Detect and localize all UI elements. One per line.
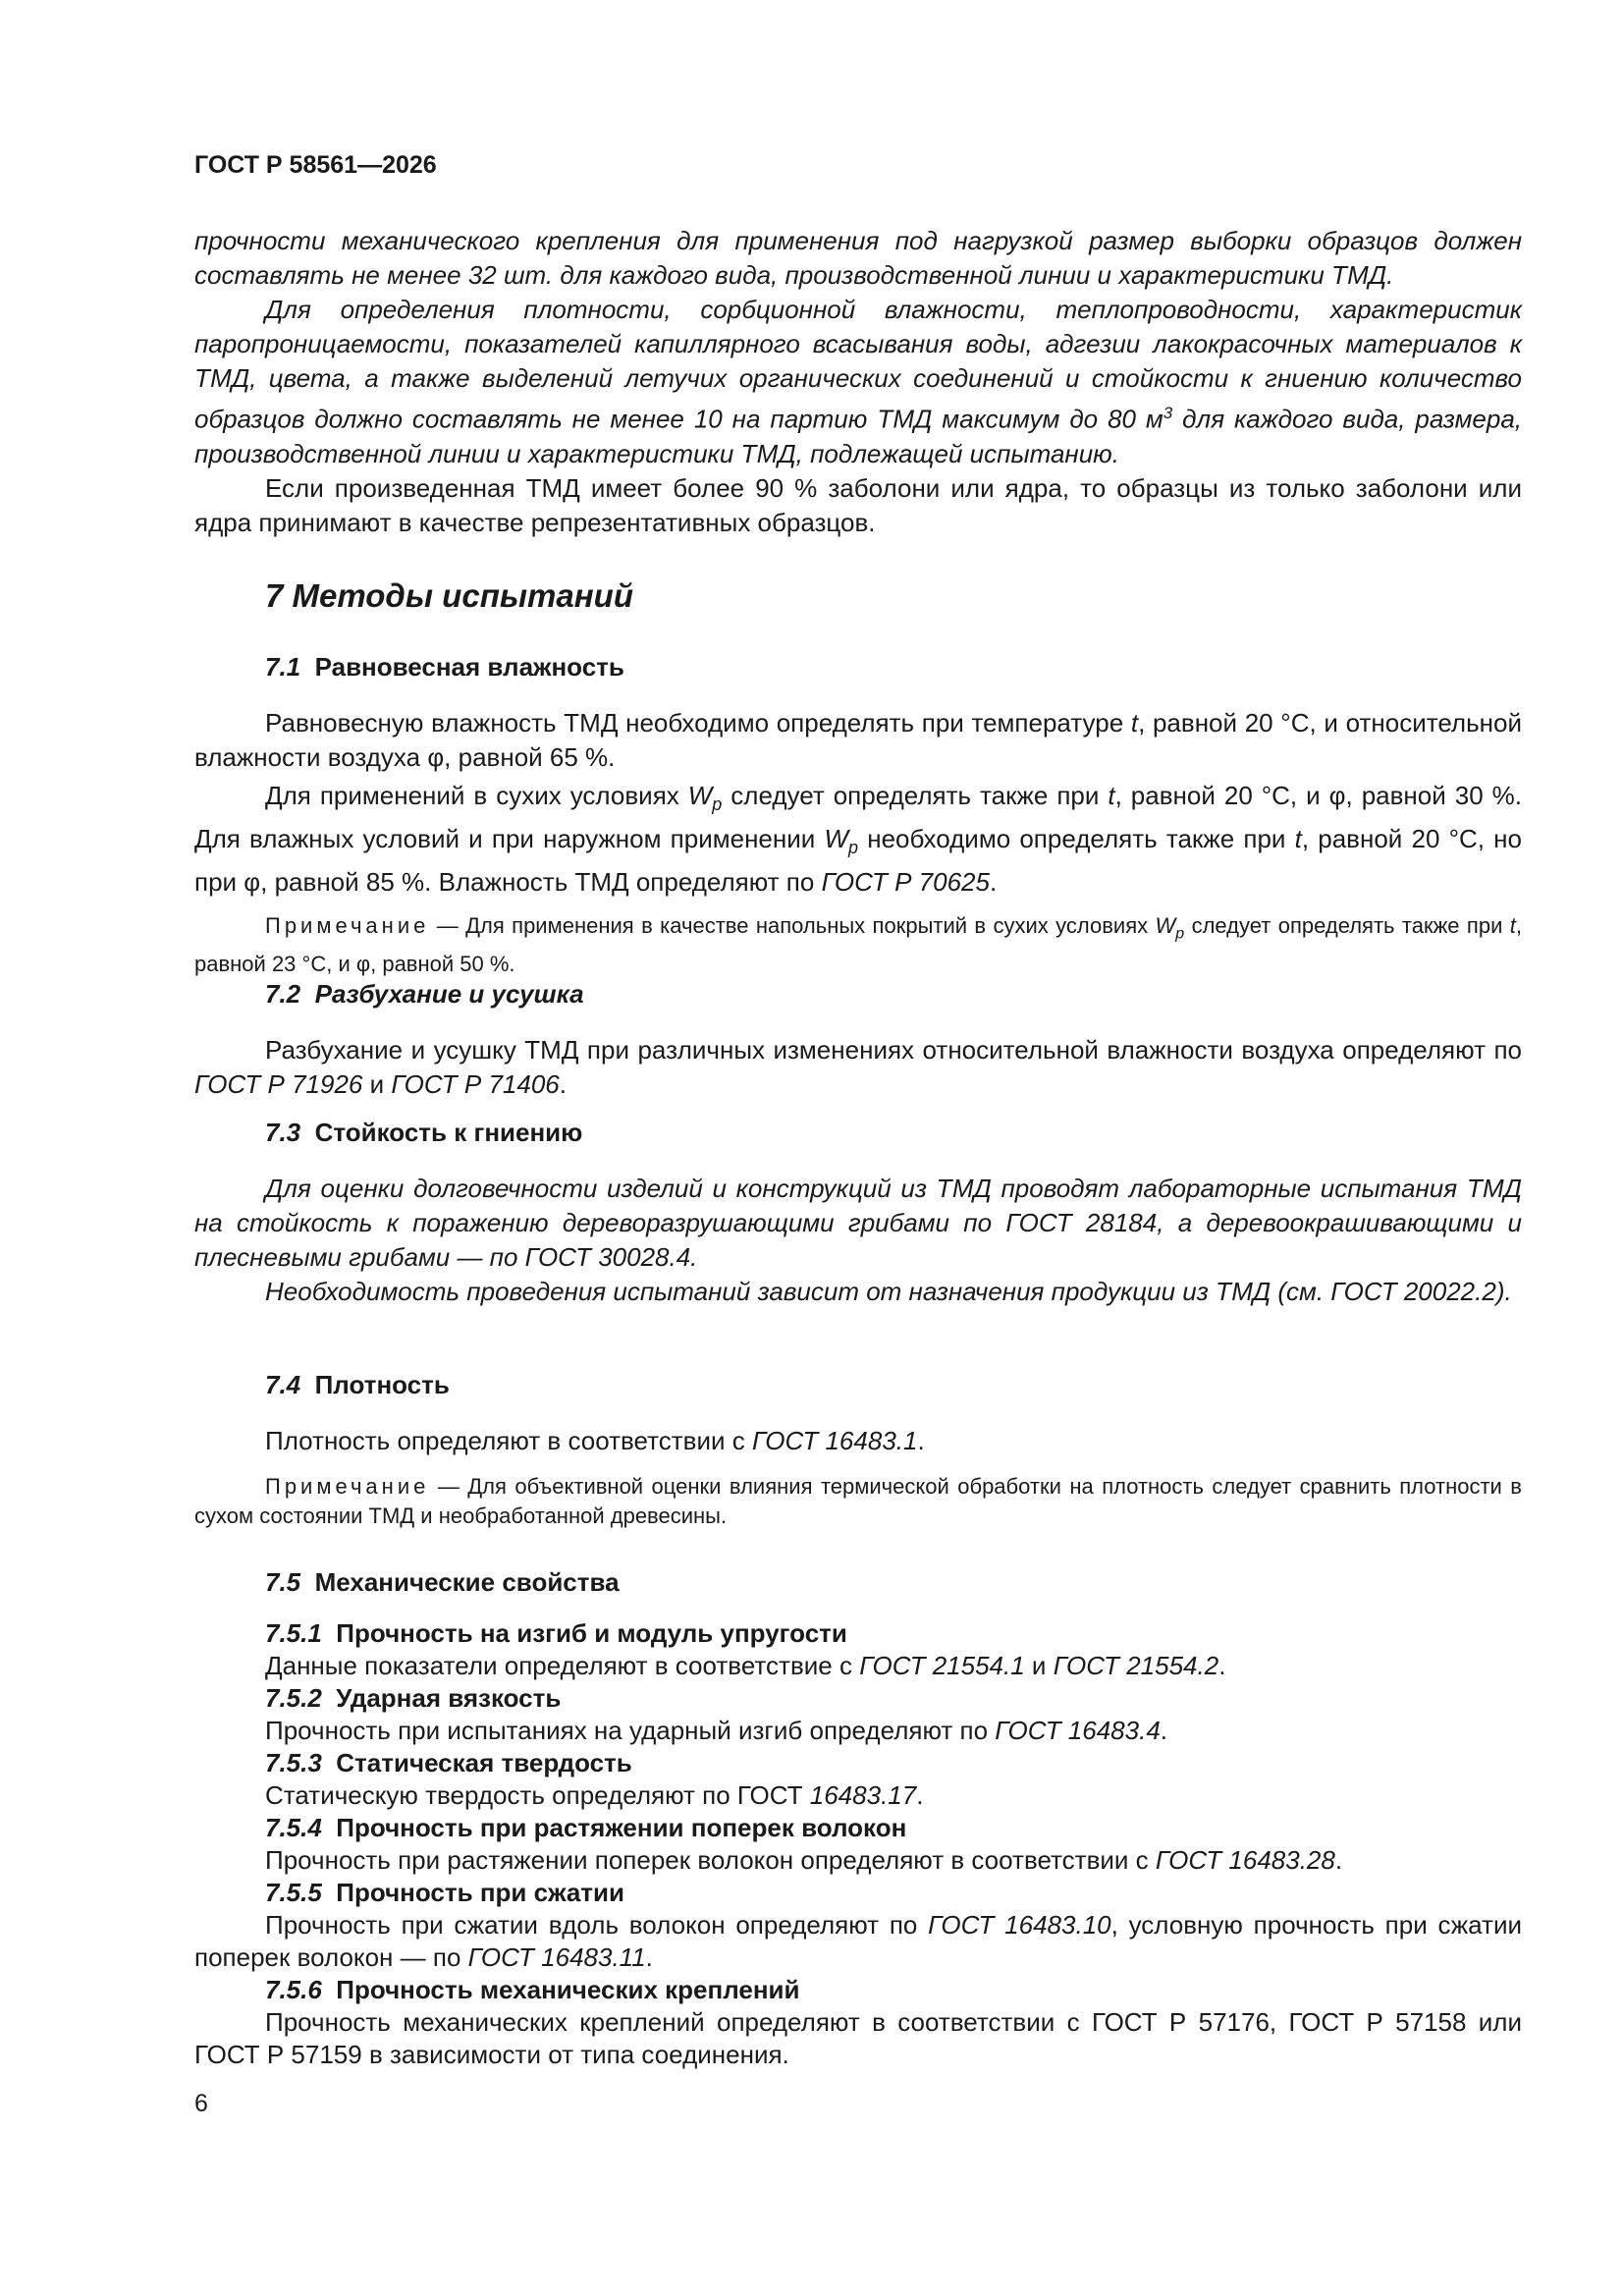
item-heading: 7.5.4 Прочность при растяжении поперек волокон — [265, 1813, 907, 1842]
paragraph: Плотность определяют в соответствии с ГОСТ 16483.1. — [265, 1426, 925, 1455]
subsection-heading: 7.4 Плотность — [265, 1370, 450, 1399]
item-text: Данные показатели определяют в соответствие с ГОСТ 21554.1 и ГОСТ 21554.2. — [265, 1651, 1226, 1680]
note: Примечание — Для применения в качестве напольных покрытий в сухих условиях $W_p$ следует определять также при t, равной 23 °С, и φ, равной 50 %. — [194, 913, 1523, 976]
item-heading: 7.5.2 Ударная вязкость — [265, 1683, 562, 1713]
paragraph: Для применений в сухих условиях $W_p$ следует определять также при t, равной 20 °С, и φ, равной 30 %. Для влажных условий и при наружном применении $W_p$ необходимо определять также при t, равной 20 °С, но при φ, равной 85 %. Влажность ТМД определяют по ГОСТ Р 70625. — [194, 781, 1522, 898]
intro-paragraph-3: Если произведенная ТМД имеет более 90 % заболони или ядра, то образцы из только заболони или ядра принимают в качестве репрезентативных образцов. — [194, 472, 1522, 537]
section-7 — [194, 577, 1522, 615]
item-text: Прочность при испытаниях на ударный изгиб определяют по ГОСТ 16483.4. — [265, 1716, 1168, 1745]
subsection-heading: 7.2 Разбухание и усушка — [265, 979, 584, 1009]
item-text: Статическую твердость определяют по ГОСТ 16483.17. — [265, 1780, 924, 1810]
subsection-heading: 7.1 Равновесная влажность — [265, 652, 624, 682]
paragraph: Равновесную влажность ТМД необходимо определять при температуре t, равной 20 °С, и относительной влажности воздуха φ, равной 65 %. — [194, 708, 1522, 772]
item-heading: 7.5.5 Прочность при сжатии — [265, 1878, 624, 1907]
page-number: 6 — [194, 2090, 208, 2117]
intro-block — [194, 224, 1522, 540]
section-title: 7 Методы испытаний — [265, 577, 633, 614]
subsection-heading: 7.3 Стойкость к гниению — [265, 1118, 583, 1147]
subsection-7-3 — [194, 1116, 1522, 1309]
item-text: Прочность при растяжении поперек волокон определяют в соответствии с ГОСТ 16483.28. — [265, 1845, 1343, 1875]
item-heading: 7.5.1 Прочность на изгиб и модуль упругости — [265, 1618, 847, 1648]
subsection-7-5 — [194, 1565, 1522, 2071]
paragraph: Необходимость проведения испытаний зависит от назначения продукции из ТМД (см. ГОСТ 20022.2). — [265, 1277, 1512, 1306]
document-header: ГОСТ Р 58561—2026 — [194, 151, 437, 179]
subsection-7-4 — [194, 1368, 1522, 1531]
subsection-7-2 — [194, 977, 1522, 1102]
intro-paragraph-2: Для определения плотности, сорбционной влажности, теплопроводности, характеристик паропроницаемости, показателей капиллярного всасывания воды, адгезии лакокрасочных материалов к ТМД, цвета, а также выделений летучих органических соединений и стойкости к гниению количество образцов должно составлять не менее 10 на партию ТМД максимум до 80 $м^3$ для каждого вида, размера, производственной линии и характеристики ТМД, подлежащей испытанию. — [194, 295, 1523, 468]
mechanical-properties-list — [194, 1617, 1522, 2071]
item-heading: 7.5.3 Статическая твердость — [265, 1748, 632, 1777]
item-text: Прочность при сжатии вдоль волокон определяют по ГОСТ 16483.10, условную прочность при сжатии поперек волокон — по ГОСТ 16483.11. — [194, 1910, 1523, 1972]
paragraph: Разбухание и усушку ТМД при различных изменениях относительной влажности воздуха определяют по ГОСТ Р 71926 и ГОСТ Р 71406. — [194, 1035, 1522, 1099]
note: Примечание — Для объективной оценки влияния термической обработки на плотность следует сравнить плотности в сухом состоянии ТМД и необработанной древесины. — [194, 1474, 1522, 1528]
subsection-heading: 7.5 Механические свойства — [265, 1567, 620, 1597]
item-heading: 7.5.6 Прочность механических креплений — [265, 1975, 800, 2004]
subsection-7-1 — [194, 650, 1522, 979]
intro-paragraph-1: прочности механического крепления для применения под нагрузкой размер выборки образцов должен составлять не менее 32 шт. для каждого вида, производственной линии и характеристики ТМД. — [194, 226, 1522, 290]
paragraph: Для оценки долговечности изделий и конструкций из ТМД проводят лабораторные испытания ТМД на стойкость к поражению дереворазрушающими грибами по ГОСТ 28184, а деревоокрашивающими и плесневыми грибами — по ГОСТ 30028.4. — [194, 1174, 1522, 1272]
item-text: Прочность механических креплений определяют в соответствии с ГОСТ Р 57176, ГОСТ Р 57158 или ГОСТ Р 57159 в зависимости от типа соединения. — [194, 2007, 1522, 2069]
